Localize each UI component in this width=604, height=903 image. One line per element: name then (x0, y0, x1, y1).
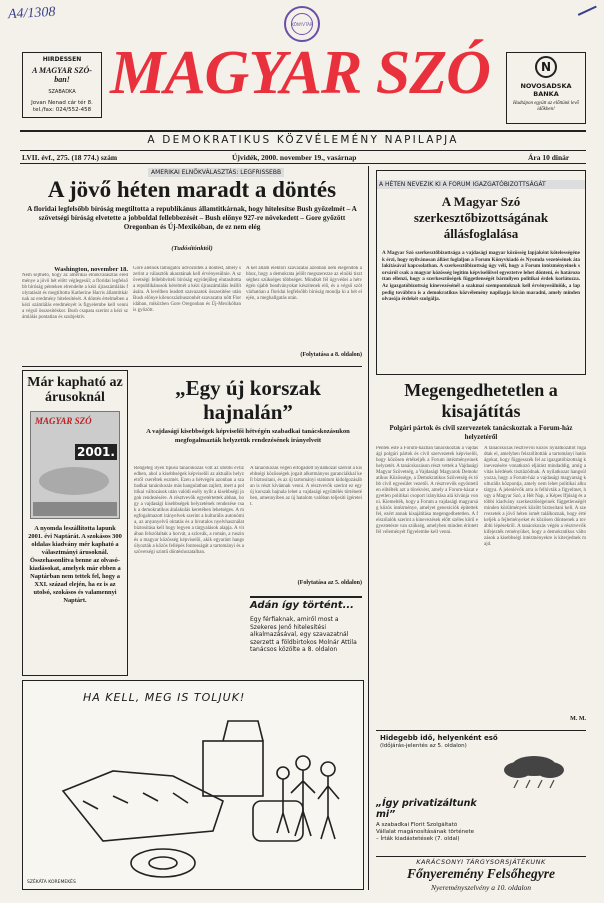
right-signature: M. M. (570, 716, 586, 722)
masthead-title: MAGYAR SZÓ (110, 39, 490, 107)
promo-text: A nyomda leszállította lapunk 2001. évi Naptárát. A szokásos 300 oldalas kiadvány mér kapható a választmányi árusoknál. Összehasonlítva benne az olvasó-kiadásokat, amelyek már ebben a Naptárban nem tettek fel, hogy a XXI. század elején, ha ez is az utolsó, szokásos és valamennyi Naptárt. (28, 525, 122, 604)
adan-rule (250, 596, 362, 598)
rain-cloud-left-puff (504, 762, 532, 778)
right-body-2: A tanácskozás résztvevői közös nyilatkozatot fogadtak el, amelyben felszólították a tartományi hatóságokat, hogy függesszék fel az igazgatóbizottság kinevezésére vonatkozó eljárást mindaddig, amíg a vitás kérdések tisztázódnak. A nyilatkozat hangsúlyozza, hogy a Forum-ház a vajdasági magyarság kulturális központja, amely nem lehet politikai alku tárgya. A jelenlévők arra is felhívták a figyelmet, hogy a Magyar Szó, a Hét Nap, a Képes Ifjúság és a többi kiadvány szerkesztőségeinek függetlenségét minden körülmények között biztosítani kell. A szervezetek a jövő héten ismét találkoznak, hogy értékeljék a fejleményeket és közösen döntsenek a további lépésekről. A tanácskozás végén a résztvevők kifejezték reményüket, hogy a demokratikus változások a kisebbségi intézményekre is kiterjednek majd. (484, 446, 586, 547)
lead-kicker: AMERIKAI ELNÖKVÁLASZTÁS: LEGFRISSEBB (148, 168, 284, 177)
cover-title: MAGYAR SZÓ (35, 416, 92, 426)
cartoon-bulldozer-cab (203, 741, 263, 796)
promo-headline: Már kapható az árusoknál (27, 375, 123, 405)
ad-hirdessen (22, 52, 102, 118)
cartoon-drawing (23, 681, 364, 890)
lead-column-1 (22, 266, 128, 362)
cartoon-man-1-head (296, 756, 310, 770)
issue-number: LVII. évf., 275. (18 774.) szám (22, 153, 118, 162)
sidebar-promo (22, 370, 128, 676)
feature-subhead: A vajdasági kisebbségek képviselői hétvégén szabadkai tanácskozásukon megfogalmazták helyzetük rendezésének irányelveit (146, 428, 350, 444)
ad-novosadska-banka (506, 52, 586, 124)
cover-year: 2001. (77, 445, 115, 459)
lead-headline: A jövő héten maradt a döntés (47, 177, 337, 202)
issue-rule (20, 163, 586, 164)
lead-body-3: A két állam elektori szavazatai azonban nem elegendők ahhoz, hogy a demokrata jelölt megszerezze az elnöki tisztséghez szükséges többséget. Mindkét fél ügyvédei a hétvégén újabb beadványokat készítenek elő, és a végső szót várhatóan a floridai legfelsőbb bíróság mondja ki a hét elején, a meghallgatás után. (246, 266, 362, 301)
lottery-kicker: KARÁCSONYI TÁRGYSORSJÁTÉKUNK (416, 858, 546, 866)
weather-icon (484, 752, 586, 792)
cartoon-man-3-body (277, 779, 289, 833)
ad-paper-name: A MAGYAR SZÓ-ban! (32, 66, 92, 84)
feature-column-2 (250, 466, 362, 592)
tagline-rule-bottom (20, 150, 586, 151)
lead-credit: (Tudósítónktól) (171, 245, 213, 252)
lead-column-2 (133, 266, 241, 362)
feature-column-1 (134, 466, 244, 678)
right-column-2 (484, 446, 586, 726)
privatization-text: A szabadkai Florit Szolgáltató Vállalat magánosításának története – Írták kiadástetések (7. oldal) (376, 822, 475, 842)
lead-body-2: Gore alelnök támogatói üdvözölték a döntést, amely szerint a választók akaratának kell érvényesülnie. A szövetségi fellebbviteli bíróság egyidejűleg elutasította a republikánusok kérelmét a kézi újraszámlálás leállítására. A levélben leadott szavazatok összesítése után Bush előnye kilencszázhuszonhét szavazatra nőtt Floridában, miközben Gore Oregonban és Új-Mexikóban is győzött. (133, 266, 241, 313)
notice-body-text: A Magyar Szó szerkesztőbizottsága a vajdasági magyar közösség lapjaként kötelességének érzi, hogy nyilvánosan állást foglaljon a Forum Könyvkiadó és Nyomda vezetésének átalakításával kapcsolatban. A szerkesztőbizottság úgy véli, hogy a Forum intézményeinek sorsáról csak a magyar közösség legitim képviselőivel egyeztetve lehet dönteni, és határozottan ellenzi, hogy a szerkesztőségek függetlenségét bármilyen politikai érdek korlátozza. Az igazgatóbizottság kinevezésénél a szakmai szempontoknak kell érvényesülniük, a lap pedig továbbra is a demokratikus közvélemény napilapja kíván maradni, amely minden olvasója érdekét szolgálja. (382, 250, 580, 303)
stamp-label: KÖNYVTÁR (291, 21, 313, 27)
lead-bottom-rule (22, 366, 362, 367)
feature-headline: „Egy új korszak hajnalán” (175, 376, 321, 424)
tagline-rule-top (20, 130, 586, 132)
cartoon-cab-roof (223, 721, 263, 741)
cartoon-caption: HA KELL, MEG IS TOLJUK! (83, 691, 246, 704)
cartoon-tyre-hub (149, 857, 177, 869)
ad-phone: tel./fax: 024/552-458 (32, 107, 92, 113)
cartoon-tyre (131, 849, 195, 877)
calendar-cover-image (30, 411, 120, 519)
ad-office: SZABADKA (48, 89, 76, 95)
cover-base-strip (33, 502, 117, 516)
issue-date: Újvidék, 2000. november 19., vasárnap (232, 153, 357, 162)
handwritten-archive-note: A4/1308 (7, 4, 56, 23)
cartoon-credit: SZÉKÁTA KOREMEKÉS (27, 880, 76, 885)
lead-subhead: A floridai legfelsőbb bíróság megtiltotta a republikánus államtitkárnak, hogy hitelesítse Bush győzelmét – A szövetségi bíróság elvetette a jobboldal fellebbezését – Bush előnye 927-re növekedett – Gore győzött Oregonban és Új-Mexikóban, de ez nem elég (27, 205, 357, 231)
feature-continued: (Folytatása az 5. oldalon) (297, 580, 362, 586)
adan-text: Egy férfiaknak, amiről most a Szekeres Jenő hitelesítési alkalmazásával, egy szavazatnál szerzett a földbirtokos Molnár Attila tanácsos közölte a 8. oldalon (250, 616, 357, 653)
lottery-rule (376, 856, 586, 857)
notice-body (382, 250, 580, 368)
notice-kicker: A HÉTEN NEVEZIK KI A FORUM IGAZGATÓBIZOTTSÁGÁT (376, 180, 586, 189)
handwritten-tick (575, 0, 597, 16)
cartoon-man-3-head (277, 767, 289, 779)
column-divider (368, 166, 369, 890)
weather-title: Hidegebb idő, helyenként eső (380, 734, 498, 742)
bank-slogan: Hadtápon együtt az előttünk levő időkben! (512, 101, 580, 112)
cartoon-man-2-head (321, 762, 335, 776)
bank-logo-icon: N (535, 56, 557, 78)
cartoon-man-2-body (318, 776, 339, 839)
ad-address: Jovan Nenad cár tér 8. (31, 100, 93, 106)
lead-column-3 (246, 266, 362, 362)
privatization-title: „Így privatizáltunk mi” (376, 798, 477, 820)
bank-name: NOVOSADSKA BANKA (520, 82, 572, 98)
cartoon-panel (22, 680, 364, 890)
issue-price: Ára 10 dinár (528, 153, 570, 162)
lottery-sub: Nyereményszelvény a 10. oldalon (430, 883, 532, 892)
rain-cloud-right-puff (536, 762, 564, 778)
right-column-1 (376, 446, 478, 651)
right-subhead: Polgári pártok és civil szervezetek tanácskoztak a Forum-ház helyzetéről (389, 424, 573, 441)
lottery-headline: Főnyeremény Felsőhegyre (406, 866, 556, 881)
adan-title: Adán így történt... (250, 600, 354, 611)
cartoon-blade-hatching (83, 793, 188, 809)
right-headline: Megengedhetetlen a kisajátítás (404, 380, 558, 421)
weather-subtitle: (Időjárás-jelentés az 5. oldalon) (380, 743, 467, 749)
right-body-1: Péntek este a Forum-házban tanácskoztak a vajdasági polgári pártok és civil szervezetek képviselői, hogy közösen értékeljék a Forum intézményeinek helyzetét. A tanácskozáson részt vettek a Vajdasági Magyar Szövetség, a Vajdasági Magyarok Demokratikus Közössége, a Demokratikus Szövetség és több civil egyesület vezetői. A résztvevők egyöntetűen elítélték azt a törekvést, amely a Forum-házat egyetlen politikai csoport irányítása alá kívánja vonni. Kiemelték, hogy a Forum a vajdasági magyarság közös intézménye, amelyet generációk építettek fel, ezért annak kisajátítása megengedhetetlen. A felszólalók szerint a kinevezések előtt széles körű egyeztetésre van szükség, amelyben minden érintett fél véleményét figyelembe kell venni. (376, 446, 478, 535)
feature-body-2: A tanácskozás végén elfogadott nyilatkozat szerint a kisebbségi közösségek jogait alkotmányos garanciákkal kell biztosítani, és az új tartományi statútum kidolgozásában is részt kívánnak venni. A résztvevők szerint ez egy új korszak hajnala lehet a vajdasági együttélés történetében, amennyiben az új hatalom valóban teljesíti ígéreteit. (250, 466, 362, 507)
lead-dateline: Washington, november 18. (54, 266, 128, 273)
rain-drops-icon (514, 780, 554, 788)
ad-hirdessen-label: HIRDESSEN (42, 56, 82, 63)
tagline: A DEMOKRATIKUS KÖZVÉLEMÉNY NAPILAPJA (147, 134, 459, 146)
lead-continued: (Folytatása a 8. oldalon) (300, 352, 362, 358)
cover-photo-shape (39, 467, 109, 495)
weather-rule (376, 730, 586, 731)
feature-body-1: Rengeteg ilyen típusú tanácskozás volt az utóbbi évtizedben, ahol a kisebbségek képviselői az aktuális helyzetről cseréltek eszmét. Ezen a hétvégén azonban a szabadkai tanácskozás más hangulatban zajlott, mert a politikai változások után valódi esély nyílt a kisebbségi jogok rendezésére. A résztvevők egyetértettek abban, hogy a vajdasági kisebbségek helyzetének rendezése csak a demokratikus átalakulás keretében lehetséges. A megfogalmazott irányelvek szerint a kulturális autonómia, az anyanyelvű oktatás és a hivatalos nyelvhasználat biztosítása kell hogy legyen a tárgyalások alapja. A vitában felszólaltak a horvát, a szlovák, a román, a ruszin és a magyar közösség képviselői, akik egyaránt hangsúlyozták a közös fellépés fontosságát a tartományi és a szövetségi szintű döntéshozatalban. (134, 466, 244, 555)
library-stamp (284, 6, 320, 42)
notice-headline: A Magyar Szó szerkesztőbizottságának állásfoglalása (413, 194, 549, 241)
cartoon-bulldozer-blade (63, 771, 223, 841)
lead-body-1: Nem sejthető, hogy az amerikai elnökválasztás eredménye a jövő hét előtt véglegesül; a floridai legfelsőbb bíróság pénteken elrendelte a kézi újraszámlálás folytatását és megtiltotta Katherine Harris államtitkárnak az eredmény hitelesítését. A döntés értelmében a kézi számlálás eredményét is figyelembe kell venni a végső összesítéskor. Bush csapata szerint a kézi számlálás pontatlan és szubjektív. (22, 273, 128, 320)
